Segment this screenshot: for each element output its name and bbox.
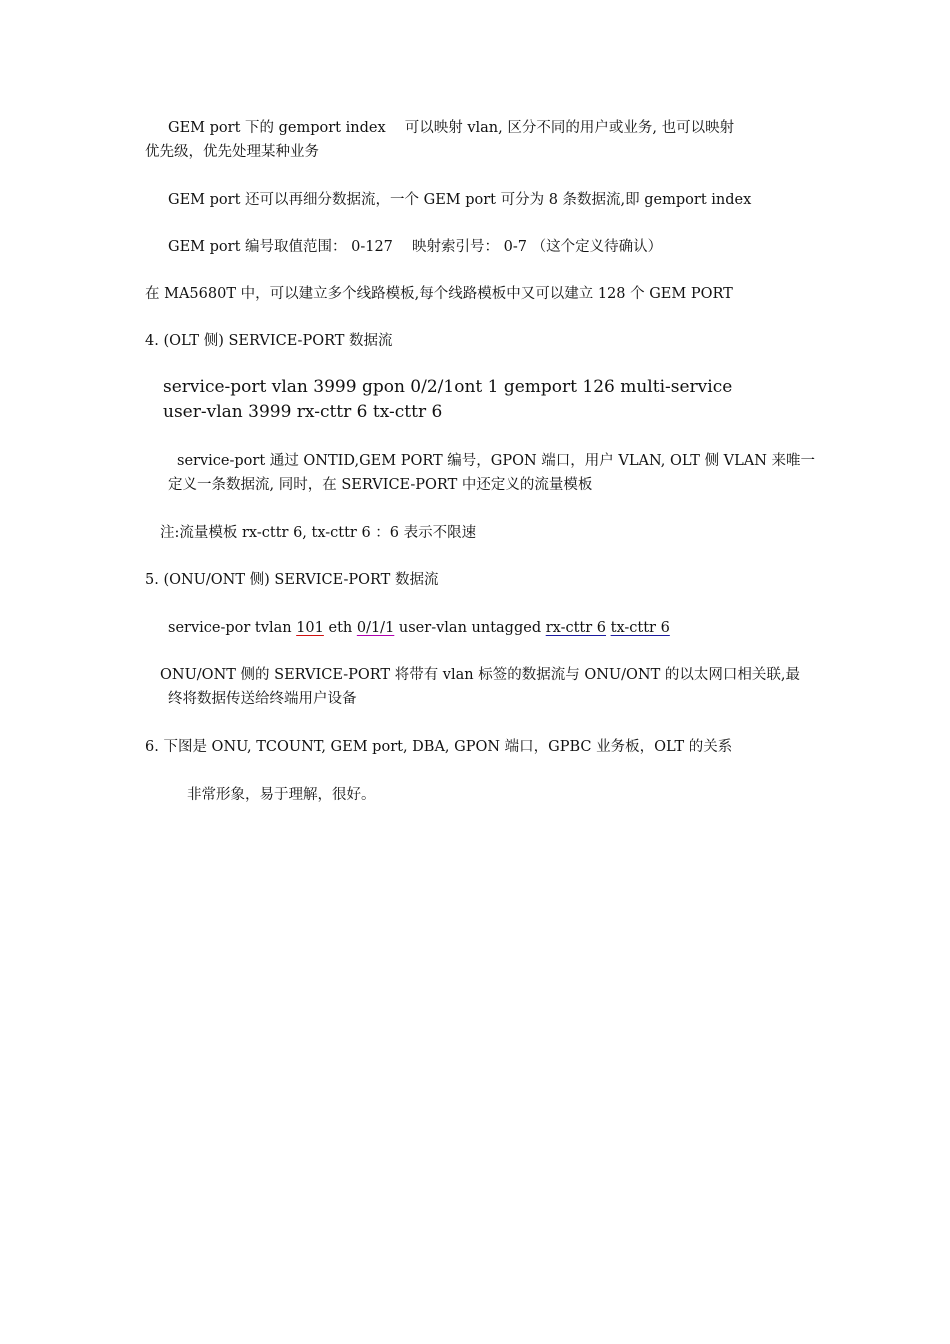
gem-port-range-paragraph: GEM port 编号取值范围： 0-127 映射索引号： 0-7 （这个定义待确认） <box>168 239 663 255</box>
section-6-heading: 6. 下图是 ONU, TCOUNT, GEM port, DBA, GPON 端口，GPBC 业务板，OLT 的关系 <box>145 739 733 755</box>
vlan-id-underlined: 101 <box>296 620 324 636</box>
gem-port-index-paragraph-line-1: GEM port 下的 gemport index 可以映射 vlan, 区分不同的用户或业务, 也可以映射 <box>168 120 735 136</box>
rx-cttr-underlined: rx-cttr 6 <box>545 620 607 636</box>
comment-paragraph: 非常形象，易于理解，很好。 <box>187 787 376 803</box>
service-port-description-line-2: 定义一条数据流, 同时，在 SERVICE-PORT 中还定义的流量模板 <box>168 477 593 493</box>
section-4-heading: 4. (OLT 侧) SERVICE-PORT 数据流 <box>145 333 393 349</box>
olt-command-line-2: user-vlan 3999 rx-cttr 6 tx-cttr 6 <box>163 402 443 422</box>
ma5680t-paragraph: 在 MA5680T 中，可以建立多个线路模板,每个线路模板中又可以建立 128 个 GEM PORT <box>145 286 733 302</box>
olt-command-line-1: service-port vlan 3999 gpon 0/2/1ont 1 gemport 126 multi-service <box>163 377 733 397</box>
tx-cttr-underlined: tx-cttr 6 <box>610 620 670 636</box>
command-text: user-vlan untagged <box>394 620 546 636</box>
onu-service-port-paragraph-line-2: 终将数据传送给终端用户设备 <box>168 691 357 707</box>
eth-port-underlined: 0/1/1 <box>356 620 395 636</box>
section-5-heading: 5. (ONU/ONT 侧) SERVICE-PORT 数据流 <box>145 572 439 588</box>
service-port-description-line-1: service-port 通过 ONTID,GEM PORT 编号，GPON 端口，用户 VLAN, OLT 侧 VLAN 来唯一 <box>177 453 816 469</box>
onu-command-line <box>168 616 670 640</box>
onu-service-port-paragraph-line-1: ONU/ONT 侧的 SERVICE-PORT 将带有 vlan 标签的数据流与 ONU/ONT 的以太网口相关联,最 <box>160 667 800 683</box>
command-text: service-por tvlan <box>168 620 297 636</box>
traffic-template-note: 注:流量模板 rx-cttr 6, tx-cttr 6 ：6 表示不限速 <box>160 525 477 541</box>
gem-port-index-paragraph-line-2: 优先级，优先处理某种业务 <box>145 144 319 160</box>
command-text: eth <box>323 620 357 636</box>
gem-port-subdivision-paragraph: GEM port 还可以再细分数据流，一个 GEM port 可分为 8 条数据流,即 gemport index <box>168 192 752 208</box>
